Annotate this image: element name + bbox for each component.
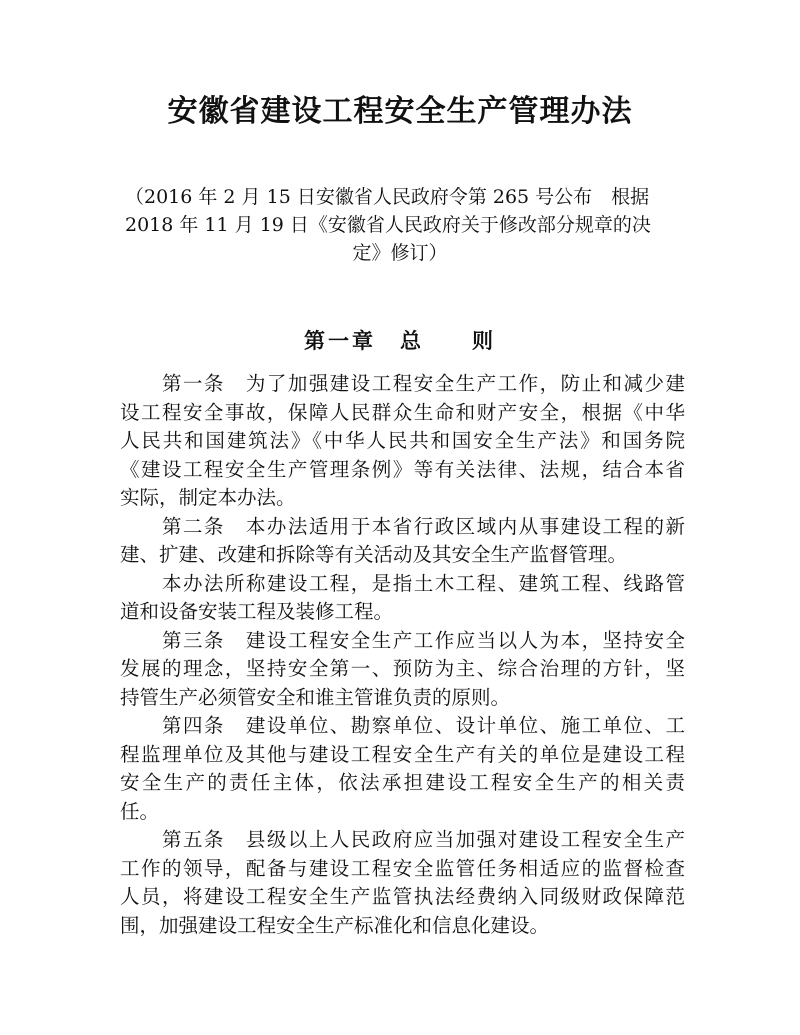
body-line: 第二条 本办法适用于本省行政区域内从事建设工程的新 xyxy=(120,514,685,538)
subtitle-line-1: （2016 年 2 月 15 日安徽省人民政府令第 265 号公布 根据 xyxy=(125,186,650,208)
body-line: 《建设工程安全生产管理条例》等有关法律、法规，结合本省 xyxy=(120,457,685,481)
body-line: 发展的理念，坚持安全第一、预防为主、综合治理的方针，坚 xyxy=(120,657,685,680)
body-line: 人民共和国建筑法》《中华人民共和国安全生产法》和国务院 xyxy=(120,429,685,452)
body-line: 设工程安全事故，保障人民群众生命和财产安全，根据《中华 xyxy=(120,400,685,424)
body-line: 建、扩建、改建和拆除等有关活动及其安全生产监督管理。 xyxy=(120,543,628,566)
body-line: 围，加强建设工程安全生产标准化和信息化建设。 xyxy=(120,913,550,937)
body-line: 人员，将建设工程安全生产监管执法经费纳入同级财政保障范 xyxy=(120,885,685,908)
body-line: 持管生产必须管安全和谁主管谁负责的原则。 xyxy=(120,685,511,709)
body-line: 任。 xyxy=(120,799,160,823)
body-line: 程监理单位及其他与建设工程安全生产有关的单位是建设工程 xyxy=(120,742,685,766)
body-line: 本办法所称建设工程，是指土木工程、建筑工程、线路管 xyxy=(120,571,685,595)
subtitle-line-3: 定》修订） xyxy=(352,242,448,264)
subtitle-line-2: 2018 年 11 月 19 日《安徽省人民政府关于修改部分规章的决 xyxy=(125,214,651,236)
body-line: 第三条 建设工程安全生产工作应当以人为本，坚持安全 xyxy=(120,628,685,652)
chapter-heading: 第一章 总 则 xyxy=(304,329,496,353)
body-line: 实际，制定本办法。 xyxy=(120,486,296,509)
body-line: 第五条 县级以上人民政府应当加强对建设工程安全生产 xyxy=(120,828,685,851)
article-body xyxy=(120,370,685,940)
body-line: 安全生产的责任主体，依法承担建设工程安全生产的相关责 xyxy=(120,771,685,794)
document-title: 安徽省建设工程安全生产管理办法 xyxy=(167,94,633,129)
body-line: 第四条 建设单位、勘察单位、设计单位、施工单位、工 xyxy=(120,714,685,737)
body-line: 第一条 为了加强建设工程安全生产工作，防止和减少建 xyxy=(120,372,685,395)
body-line: 工作的领导，配备与建设工程安全监管任务相适应的监督检查 xyxy=(120,856,685,880)
body-line: 道和设备安装工程及装修工程。 xyxy=(120,600,394,623)
